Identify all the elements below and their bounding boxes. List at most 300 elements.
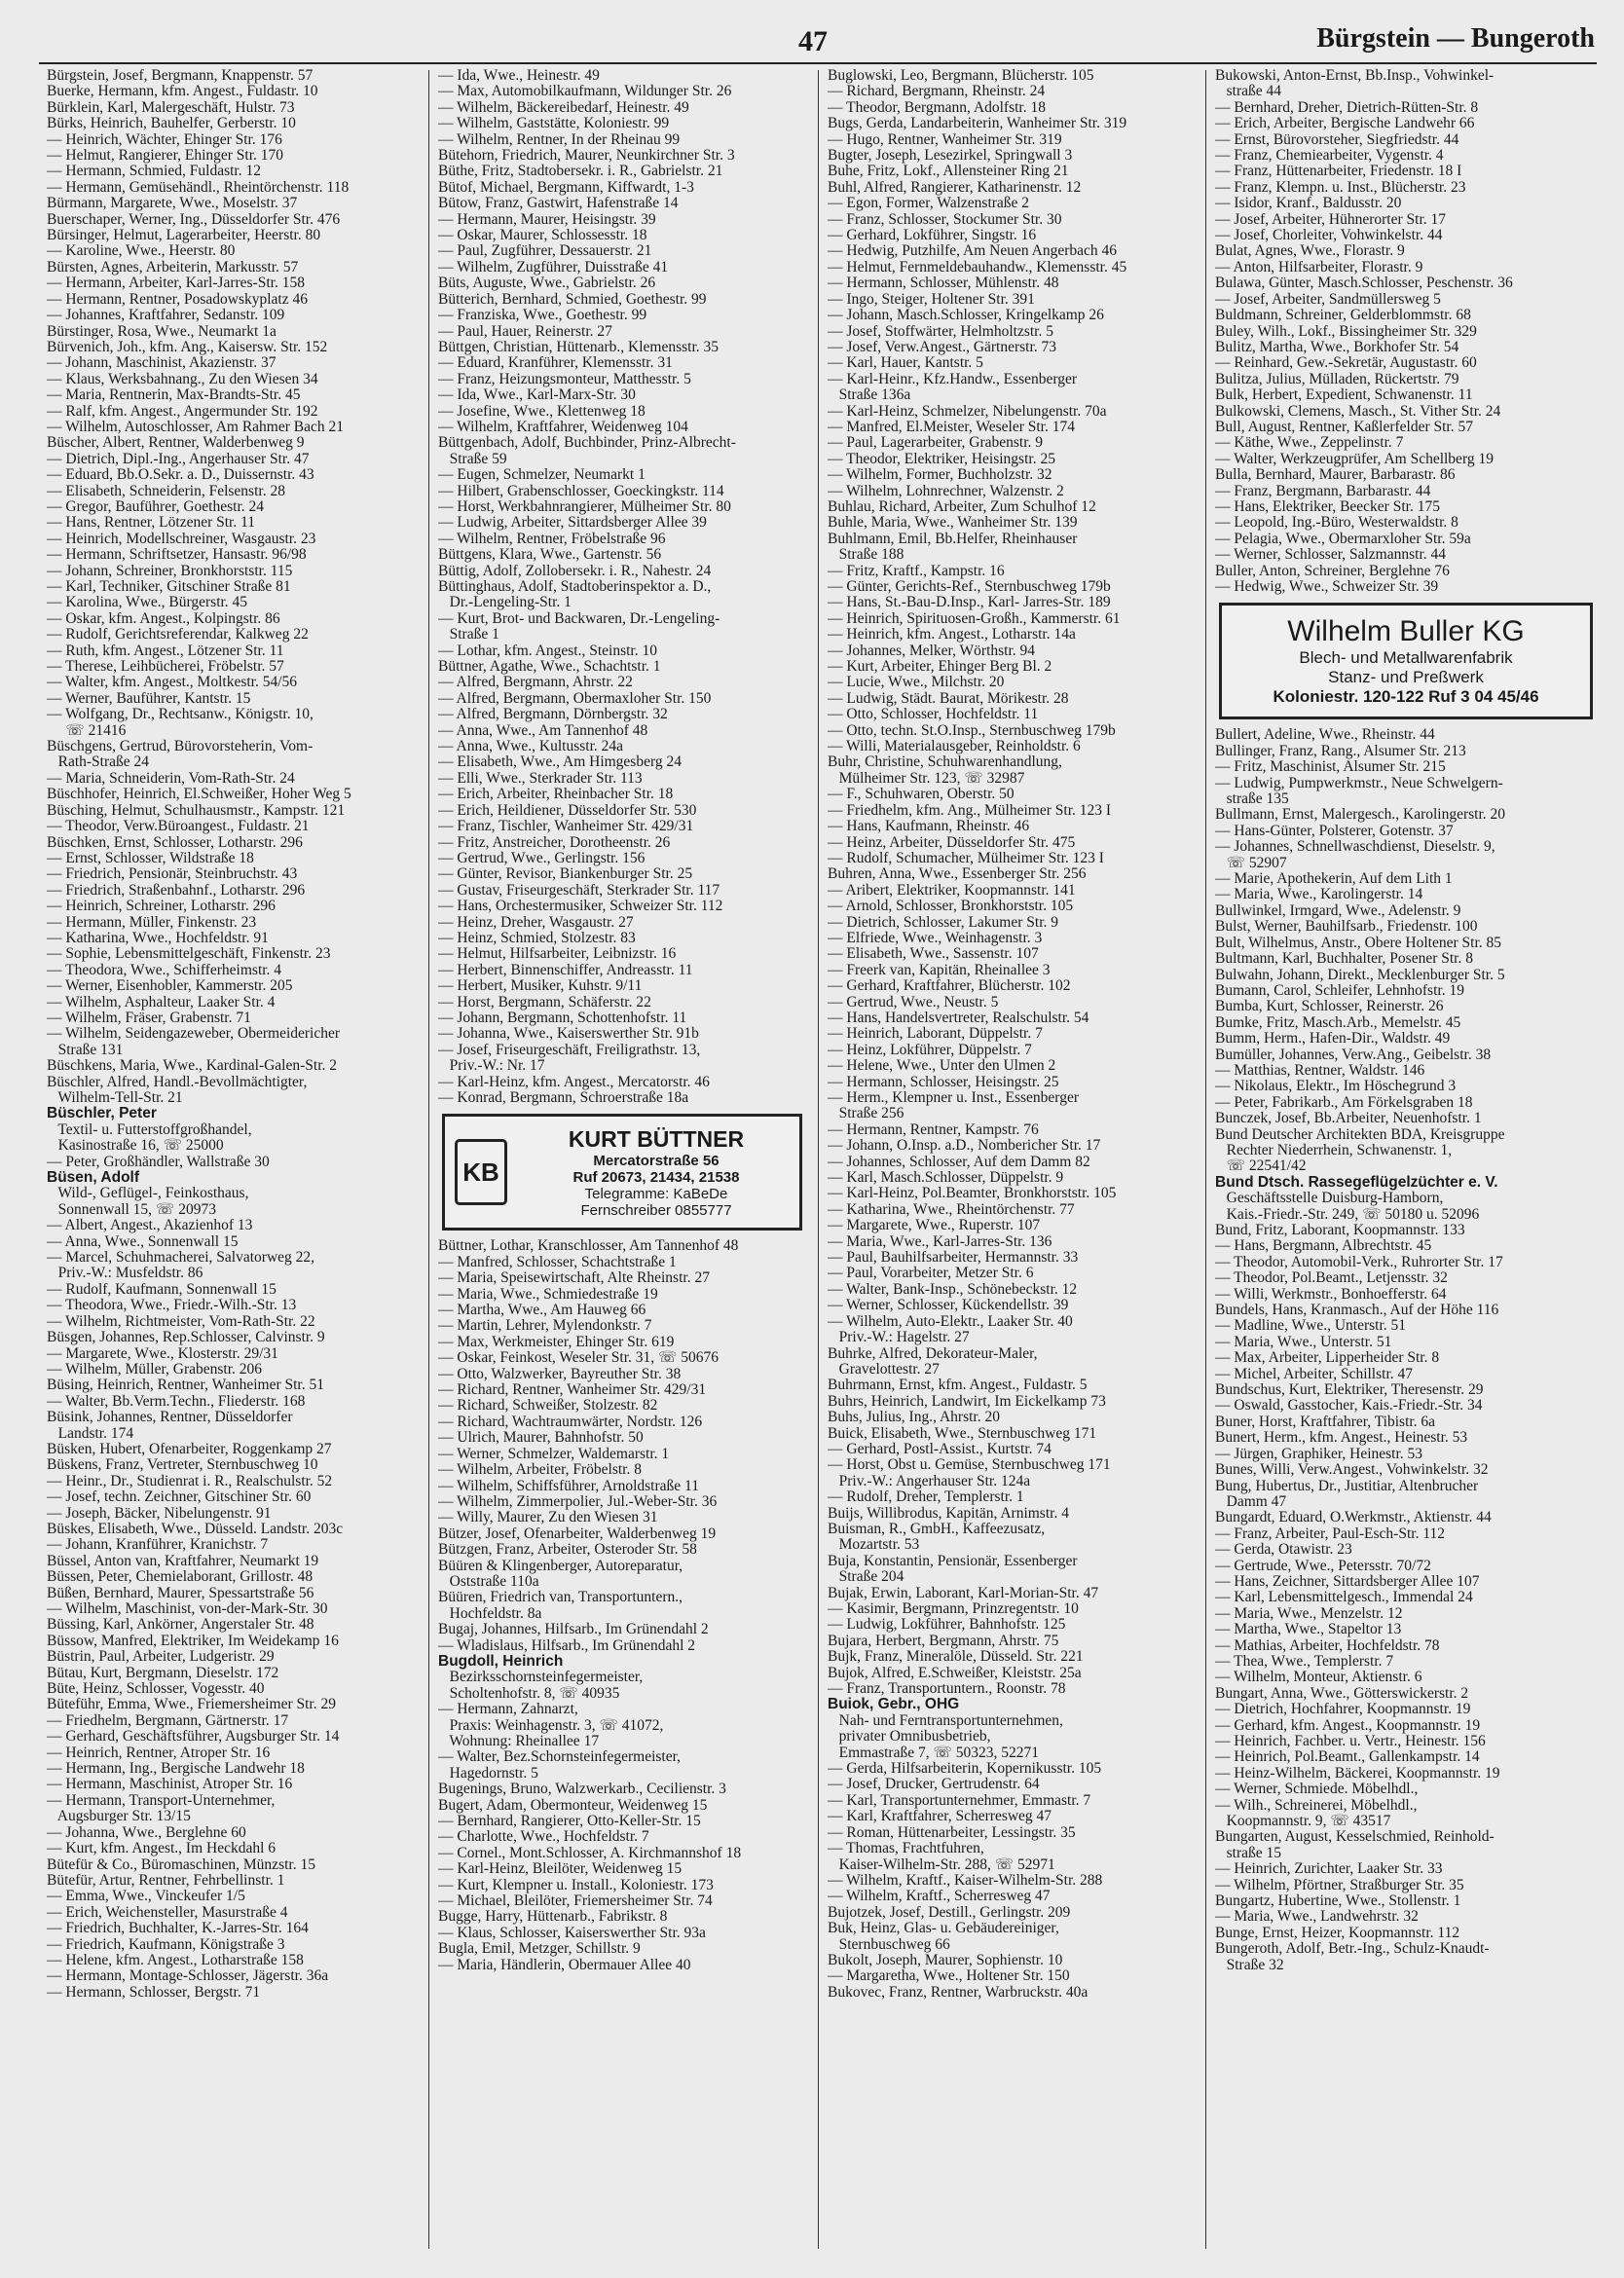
directory-entry: Bulawa, Günter, Masch.Schlosser, Peschenstr. 36	[1215, 275, 1513, 292]
directory-entry: Bürmann, Margarete, Wwe., Moselstr. 37	[47, 195, 298, 212]
directory-entry: — Hermann, Ing., Bergische Landwehr 18	[47, 1760, 305, 1778]
directory-entry: — Josef, Drucker, Gertrudenstr. 64	[828, 1776, 1040, 1793]
directory-entry: Büsgen, Johannes, Rep.Schlosser, Calvinstr. 9	[47, 1329, 325, 1346]
column-divider	[1205, 70, 1206, 2249]
directory-entry: — Walter, Bb.Verm.Techn., Fliederstr. 168	[47, 1392, 306, 1410]
directory-entry: — Herbert, Binnenschiffer, Andreasstr. 11	[438, 961, 693, 978]
directory-entry: — Gertrude, Wwe., Petersstr. 70/72	[1215, 1557, 1431, 1574]
directory-entry: — Alfred, Bergmann, Dörnbergstr. 32	[438, 706, 668, 723]
directory-entry: Büttig, Adolf, Zollobersekr. i. R., Nahestr. 24	[438, 562, 712, 579]
directory-entry: Straße 188	[828, 546, 904, 564]
directory-entry: — Thea, Wwe., Templerstr. 7	[1215, 1652, 1394, 1670]
directory-entry: — Hermann, Maschinist, Atroper Str. 16	[47, 1776, 293, 1793]
directory-entry: — Peter, Großhändler, Wallstraße 30	[47, 1153, 270, 1170]
directory-entry: — Werner, Eisenhobler, Kammerstr. 205	[47, 977, 293, 995]
column-4	[1215, 68, 1597, 2251]
directory-entry: — Wilhelm, Rentner, In der Rheinau 99	[438, 130, 681, 148]
directory-entry: — Reinhard, Gew.-Sekretär, Augustastr. 60	[1215, 354, 1477, 372]
directory-entry: — Karolina, Wwe., Bürgerstr. 45	[47, 594, 248, 611]
directory-entry: — Johann, O.Insp. a.D., Nombericher Str. 17	[828, 1137, 1101, 1155]
directory-entry: — Ulrich, Maurer, Bahnhofstr. 50	[438, 1429, 644, 1447]
directory-entry: — Max, Arbeiter, Lipperheider Str. 8	[1215, 1349, 1440, 1367]
directory-entry: Bumm, Herm., Hafen-Dir., Waldstr. 49	[1215, 1030, 1451, 1047]
directory-entry: — Hans, Bergmann, Albrechtstr. 45	[1215, 1237, 1432, 1255]
directory-entry: — Eduard, Kranführer, Klemensstr. 31	[438, 354, 673, 372]
directory-entry: — Wilhelm, Lohnrechner, Walzenstr. 2	[828, 482, 1064, 499]
directory-entry: Büstrin, Paul, Arbeiter, Ludgeristr. 29	[47, 1648, 275, 1666]
directory-entry: ☏ 21416	[47, 721, 127, 739]
directory-entry: — Leopold, Ing.-Büro, Westerwaldstr. 8	[1215, 514, 1458, 532]
directory-entry: — Otto, Walzwerker, Bayreuther Str. 38	[438, 1365, 682, 1382]
directory-entry: — Heinz, Dreher, Wasgaustr. 27	[438, 913, 634, 931]
directory-entry: — Karl-Heinz, kfm. Angest., Mercatorstr. 46	[438, 1073, 710, 1090]
directory-entry: Bujotzek, Josef, Destill., Gerlingstr. 209	[828, 1903, 1071, 1921]
directory-entry: — Lucie, Wwe., Milchstr. 20	[828, 674, 1005, 691]
directory-entry: — Kasimir, Bergmann, Prinzregentstr. 10	[828, 1600, 1079, 1617]
directory-entry: Nah- und Ferntransportunternehmen,	[828, 1711, 1063, 1729]
directory-entry: Bukolt, Joseph, Maurer, Sophienstr. 10	[828, 1951, 1063, 1968]
directory-entry: — Josef, Arbeiter, Sandmüllersweg 5	[1215, 290, 1441, 308]
directory-entry: Buller, Anton, Schreiner, Berglehne 76	[1215, 562, 1450, 579]
directory-entry: Bullmann, Ernst, Malergesch., Karolingerstr. 20	[1215, 806, 1506, 824]
directory-entry: Büssow, Manfred, Elektriker, Im Weidekamp 16	[47, 1632, 339, 1649]
directory-entry: — Heinrich, Rentner, Atroper Str. 16	[47, 1744, 271, 1761]
directory-entry: — Paul, Bauhilfsarbeiter, Hermannstr. 33	[828, 1249, 1079, 1267]
directory-entry: — Ralf, kfm. Angest., Angermunder Str. 192	[47, 402, 318, 420]
directory-entry: — Madline, Wwe., Unterstr. 51	[1215, 1317, 1407, 1335]
directory-entry: Büttner, Lothar, Kranschlosser, Am Tannenhof 48	[438, 1237, 739, 1255]
directory-entry: Bujara, Herbert, Bergmann, Ahrstr. 75	[828, 1632, 1059, 1649]
directory-entry: — Heinrich, Wächter, Ehinger Str. 176	[47, 130, 282, 148]
directory-entry: — Wilhelm, Richtmeister, Vom-Rath-Str. 22	[47, 1312, 315, 1330]
directory-entry: Büsing, Heinrich, Rentner, Wanheimer Str. 51	[47, 1377, 324, 1394]
directory-entry: — Heinz, Schmied, Stolzestr. 83	[438, 929, 636, 946]
directory-entry: — Wilhelm, Zugführer, Duisstraße 41	[438, 258, 669, 276]
directory-entry: Büttgen, Christian, Hüttenarb., Klemensstr. 35	[438, 338, 720, 355]
directory-entry: Wohnung: Rheinallee 17	[438, 1733, 600, 1749]
directory-entry: — Margaretha, Wwe., Holtener Str. 150	[828, 1967, 1070, 1985]
directory-entry: — Hans-Günter, Polsterer, Gotenstr. 37	[1215, 822, 1454, 839]
directory-entry: — Hermann, Arbeiter, Karl-Jarres-Str. 158	[47, 275, 305, 292]
directory-entry: Hagedornstr. 5	[438, 1764, 538, 1782]
advert-name: Wilhelm Buller KG	[1287, 615, 1525, 648]
directory-entry: Dr.-Lengeling-Str. 1	[438, 594, 572, 611]
directory-entry: Büsen, Adolf	[47, 1169, 140, 1187]
directory-entry: — Rudolf, Kaufmann, Sonnenwall 15	[47, 1280, 277, 1298]
directory-entry: — Maria, Speisewirtschaft, Alte Rheinstr. 27	[438, 1269, 710, 1287]
directory-entry: Buhl, Alfred, Rangierer, Katharinenstr. 12	[828, 178, 1082, 196]
directory-entry: — Karl-Heinz, Pol.Beamter, Bronkhorststr. 105	[828, 1185, 1117, 1202]
directory-entry: — Johannes, Kraftfahrer, Sedanstr. 109	[47, 307, 285, 324]
directory-entry: — Oskar, Feinkost, Weseler Str. 31, ☏ 50676	[438, 1349, 720, 1367]
directory-entry: — Johannes, Schnellwaschdienst, Dieselstr. 9,	[1215, 838, 1495, 856]
directory-entry: — Isidor, Kranf., Baldusstr. 20	[1215, 195, 1402, 212]
directory-entry: — Hermann, Schlosser, Heisingstr. 25	[828, 1073, 1059, 1090]
directory-entry: Büssing, Karl, Ankörner, Angerstaler Str. 48	[47, 1616, 314, 1634]
directory-entry: Bulitz, Martha, Wwe., Borkhofer Str. 54	[1215, 338, 1459, 355]
directory-entry: Sonnenwall 15, ☏ 20973	[47, 1200, 216, 1218]
directory-entry: — Helmut, Hilfsarbeiter, Leibnizstr. 16	[438, 945, 677, 963]
directory-entry: — Fritz, Maschinist, Alsumer Str. 215	[1215, 758, 1446, 776]
directory-entry: — Karl, Lebensmittelgesch., Immendal 24	[1215, 1589, 1473, 1606]
directory-entry: — Karoline, Wwe., Heerstr. 80	[47, 242, 236, 260]
directory-entry: — Jürgen, Graphiker, Heinestr. 53	[1215, 1445, 1423, 1462]
directory-entry: Bunert, Herm., kfm. Angest., Heinestr. 53	[1215, 1429, 1468, 1447]
column-4-bottom	[1215, 727, 1597, 1973]
directory-entry: Büttinghaus, Adolf, Stadtoberinspektor a. D.,	[438, 578, 712, 595]
directory-entry: — Heinrich, Zurichter, Laaker Str. 33	[1215, 1860, 1443, 1878]
directory-entry: — Hans, Handelsvertreter, Realschulstr. 54	[828, 1009, 1089, 1026]
directory-entry: Rechter Niederrhein, Schwanenstr. 1,	[1215, 1141, 1453, 1158]
directory-entry: — Eduard, Bb.O.Sekr. a. D., Duissernstr. 43	[47, 466, 314, 484]
directory-entry: — Oskar, Maurer, Schlossesstr. 18	[438, 227, 647, 244]
directory-entry: — Franz, Transportuntern., Roonstr. 78	[828, 1680, 1066, 1698]
directory-entry: Büts, Auguste, Wwe., Gabrielstr. 26	[438, 275, 656, 292]
directory-entry: — Kurt, Arbeiter, Ehinger Berg Bl. 2	[828, 658, 1052, 676]
directory-entry: Buijs, Willibrodus, Kapitän, Arnimstr. 4	[828, 1504, 1069, 1522]
directory-entry: — Maria, Wwe., Karolingerstr. 14	[1215, 886, 1423, 903]
directory-entry: Bujk, Franz, Mineralöle, Düsseld. Str. 221	[828, 1648, 1084, 1666]
directory-entry: Kaiser-Wilhelm-Str. 288, ☏ 52971	[828, 1855, 1055, 1873]
directory-entry: — Margarete, Wwe., Ruperstr. 107	[828, 1217, 1041, 1234]
directory-entry: — Ernst, Bürovorsteher, Siegfriedstr. 44	[1215, 130, 1459, 148]
directory-entry: — Lothar, kfm. Angest., Steinstr. 10	[438, 642, 657, 659]
directory-entry: Bulla, Bernhard, Maurer, Barbarastr. 86	[1215, 466, 1456, 484]
directory-entry: — Maria, Händlerin, Obermauer Allee 40	[438, 1956, 691, 1973]
directory-entry: Bürsinger, Helmut, Lagerarbeiter, Heerstr. 80	[47, 227, 321, 244]
directory-entry: Mozartstr. 53	[828, 1536, 920, 1554]
directory-entry: Büüren & Klingenberger, Autoreparatur,	[438, 1557, 683, 1574]
directory-entry: Buglowski, Leo, Bergmann, Blücherstr. 105	[828, 68, 1094, 84]
directory-entry: — Josefine, Wwe., Klettenweg 18	[438, 402, 646, 420]
directory-entry: — Wilhelm, Kraftf., Scherresweg 47	[828, 1888, 1051, 1905]
directory-entry: — Wilhelm, Monteur, Aktienstr. 6	[1215, 1669, 1422, 1686]
advert-telegram: Telegramme: KaBeDe	[584, 1185, 728, 1202]
directory-entry: — Fritz, Anstreicher, Dorotheenstr. 26	[438, 833, 671, 851]
directory-entry: Hochfeldstr. 8a	[438, 1604, 542, 1622]
directory-entry: — Heinrich, Pol.Beamt., Gallenkampstr. 14	[1215, 1748, 1480, 1766]
directory-entry: Bugter, Joseph, Lesezirkel, Springwall 3	[828, 147, 1073, 165]
directory-entry: — Werner, Schmiede. Möbelhdl.,	[1215, 1781, 1419, 1798]
directory-entry: Büskes, Elisabeth, Wwe., Düsseld. Landstr. 203c	[47, 1520, 344, 1537]
header-rule	[39, 62, 1597, 64]
directory-entry: Bungardt, Eduard, O.Werkmstr., Aktienstr. 44	[1215, 1509, 1492, 1526]
directory-entry: — Ludwig, Lokführer, Bahnhofstr. 125	[828, 1616, 1066, 1634]
column-2	[438, 68, 806, 2251]
directory-entry: Buerschaper, Werner, Ing., Düsseldorfer Str. 476	[47, 210, 341, 228]
directory-entry: Büschgens, Gertrud, Bürovorsteherin, Vom-	[47, 738, 314, 755]
directory-entry: — Alfred, Bergmann, Obermaxloher Str. 150	[438, 689, 712, 707]
directory-entry: — Otto, techn. St.O.Insp., Sternbuschweg 179b	[828, 721, 1116, 739]
directory-entry: — Albert, Angest., Akazienhof 13	[47, 1217, 253, 1234]
directory-entry: — Hermann, Schlosser, Mühlenstr. 48	[828, 275, 1059, 292]
directory-entry: — Eugen, Schmelzer, Neumarkt 1	[438, 466, 646, 484]
directory-entry: Büschhofer, Heinrich, El.Schweißer, Hoher Weg 5	[47, 786, 351, 803]
directory-entry: — Karl, Transportunternehmer, Emmastr. 7	[828, 1791, 1091, 1809]
directory-entry: — Wilhelm, Auto-Elektr., Laaker Str. 40	[828, 1312, 1073, 1330]
directory-entry: — Erich, Arbeiter, Bergische Landwehr 66	[1215, 115, 1475, 132]
directory-entry: — Johann, Masch.Schlosser, Kringelkamp 26	[828, 307, 1104, 324]
directory-entry: Sternbuschweg 66	[828, 1935, 950, 1953]
directory-entry: Buhe, Fritz, Lokf., Allensteiner Ring 21	[828, 163, 1069, 180]
directory-entry: — Josef, Verw.Angest., Gärtnerstr. 73	[828, 338, 1057, 355]
directory-entry: — Helene, Wwe., Unter den Ulmen 2	[828, 1057, 1056, 1075]
directory-entry: Bulat, Agnes, Wwe., Florastr. 9	[1215, 242, 1405, 260]
directory-entry: Büskens, Franz, Vertreter, Sternbuschweg 10	[47, 1456, 318, 1474]
directory-entry: — Kurt, Klempner u. Install., Koloniestr. 173	[438, 1876, 714, 1893]
directory-entry: Buley, Wilh., Lokf., Bissingheimer Str. 329	[1215, 322, 1477, 340]
directory-entry: Bugge, Harry, Hüttenarb., Fabrikstr. 8	[438, 1908, 668, 1926]
directory-entry: — Wilhelm, Gaststätte, Koloniestr. 99	[438, 115, 670, 132]
directory-entry: Buhrs, Heinrich, Landwirt, Im Eickelkamp 73	[828, 1392, 1106, 1410]
directory-entry: — Egon, Former, Walzenstraße 2	[828, 195, 1030, 212]
directory-entry: privater Omnibusbetrieb,	[828, 1728, 991, 1745]
directory-entry: — Erich, Weichensteller, Masurstraße 4	[47, 1903, 288, 1921]
directory-entry: Buner, Horst, Kraftfahrer, Tibistr. 6a	[1215, 1413, 1436, 1430]
directory-entry: — Marie, Apothekerin, Auf dem Lith 1	[1215, 870, 1453, 888]
directory-entry: — Heinrich, Laborant, Düppelstr. 7	[828, 1025, 1043, 1043]
directory-entry: Bujok, Alfred, E.Schweißer, Kleiststr. 25a	[828, 1664, 1082, 1681]
directory-entry: Bullert, Adeline, Wwe., Rheinstr. 44	[1215, 726, 1435, 744]
directory-entry: — Johannes, Schlosser, Auf dem Damm 82	[828, 1153, 1090, 1170]
directory-entry: Bumba, Kurt, Schlosser, Reinerstr. 26	[1215, 998, 1444, 1015]
directory-entry: — Alfred, Bergmann, Ahrstr. 22	[438, 674, 633, 691]
advert-street: Mercatorstraße 56	[593, 1152, 720, 1169]
directory-entry: — Rudolf, Schumacher, Mülheimer Str. 123 I	[828, 849, 1104, 866]
directory-entry: — Franz, Hüttenarbeiter, Friedenstr. 18 I	[1215, 163, 1462, 180]
directory-entry: — Franz, Schlosser, Stockumer Str. 30	[828, 210, 1062, 228]
directory-entry: — Karl, Masch.Schlosser, Düppelstr. 9	[828, 1169, 1064, 1187]
directory-entry: — Werner, Schmelzer, Waldemarstr. 1	[438, 1445, 670, 1462]
directory-entry: — Ingo, Steiger, Holtener Str. 391	[828, 290, 1035, 308]
directory-entry: Buhlmann, Emil, Bb.Helfer, Rheinhauser	[828, 530, 1078, 547]
directory-entry: Bumann, Carol, Schleifer, Lehnhofstr. 19	[1215, 981, 1464, 999]
directory-entry: — Fritz, Kraftf., Kampstr. 16	[828, 562, 1005, 579]
directory-entry: straße 15	[1215, 1844, 1282, 1861]
directory-entry: — Walter, Bank-Insp., Schönebeckstr. 12	[828, 1280, 1078, 1298]
directory-entry: Bullwinkel, Irmgard, Wwe., Adelenstr. 9	[1215, 901, 1461, 919]
directory-entry: Straße 136a	[828, 386, 911, 404]
directory-entry: — Franz, Bergmann, Barbarastr. 44	[1215, 482, 1431, 499]
directory-entry: Textil- u. Futterstoffgroßhandel,	[47, 1121, 252, 1138]
directory-entry: Bukovec, Franz, Rentner, Warbruckstr. 40a	[828, 1983, 1089, 2001]
advert-address: Koloniestr. 120-122 Ruf 3 04 45/46	[1273, 687, 1539, 707]
directory-entry: Bütterich, Bernhard, Schmied, Goethestr. 99	[438, 290, 707, 308]
directory-entry: — Heinrich, kfm. Angest., Lotharstr. 14a	[828, 626, 1076, 643]
directory-entry: — Hermann, Schlosser, Bergstr. 71	[47, 1983, 261, 2001]
directory-entry: — Erich, Arbeiter, Rheinbacher Str. 18	[438, 786, 674, 803]
directory-entry: — Karl, Hauer, Kantstr. 5	[828, 354, 983, 372]
directory-entry: — Theodor, Bergmann, Adolfstr. 18	[828, 98, 1046, 116]
directory-entry: — Josef, Chorleiter, Vohwinkelstr. 44	[1215, 227, 1443, 244]
directory-entry: — Martha, Wwe., Am Hauweg 66	[438, 1302, 646, 1319]
directory-entry: — F., Schuhwaren, Oberstr. 50	[828, 786, 1015, 803]
directory-entry: — Michel, Arbeiter, Schillstr. 47	[1215, 1365, 1414, 1382]
directory-entry: Bürgstein, Josef, Bergmann, Knappenstr. 57	[47, 68, 314, 84]
directory-entry: — Heinrich, Schreiner, Lotharstr. 296	[47, 898, 276, 915]
directory-entry: — Anton, Hilfsarbeiter, Florastr. 9	[1215, 258, 1423, 276]
directory-entry: Bugenings, Bruno, Walzwerkarb., Cecilienstr. 3	[438, 1781, 726, 1798]
directory-entry: — Theodor, Pol.Beamt., Letjensstr. 32	[1215, 1269, 1448, 1287]
directory-entry: — Hermann, Gemüsehändl., Rheintörchenstr. 118	[47, 178, 350, 196]
directory-entry: — Hugo, Rentner, Wanheimer Str. 319	[828, 130, 1062, 148]
directory-entry: Geschäftsstelle Duisburg-Hamborn,	[1215, 1190, 1444, 1207]
directory-entry: — Günter, Revisor, Biankenburger Str. 25	[438, 865, 693, 883]
directory-entry: ☏ 52907	[1215, 854, 1287, 871]
directory-entry: Buick, Elisabeth, Wwe., Sternbuschweg 171	[828, 1424, 1097, 1442]
directory-entry: — Michael, Bleilöter, Friemersheimer Str. 74	[438, 1892, 713, 1910]
directory-entry: Bungartz, Hubertine, Wwe., Stollenstr. 1	[1215, 1892, 1461, 1910]
column-1	[47, 68, 415, 2251]
directory-entry: — Manfred, El.Meister, Weseler Str. 174	[828, 418, 1075, 435]
directory-entry: Büschken, Ernst, Schlosser, Lotharstr. 296	[47, 833, 303, 851]
directory-entry: Bugs, Gerda, Landarbeiterin, Wanheimer Str. 319	[828, 115, 1127, 132]
page-number: 47	[798, 25, 828, 57]
directory-entry: Bugaj, Johannes, Hilfsarb., Im Grünendahl 2	[438, 1621, 709, 1638]
directory-entry: — Marcel, Schuhmacherei, Salvatorweg 22,	[47, 1249, 315, 1267]
directory-entry: — Horst, Werkbahnrangierer, Mülheimer Str. 80	[438, 497, 731, 515]
directory-entry: — Friedhelm, Bergmann, Gärtnerstr. 17	[47, 1711, 289, 1729]
directory-entry: Büschler, Alfred, Handl.-Bevollmächtigter,	[47, 1073, 308, 1090]
directory-entry: Büteführ, Emma, Wwe., Friemersheimer Str. 29	[47, 1696, 336, 1713]
directory-entry: — Hilbert, Grabenschlosser, Goeckingkstr. 114	[438, 482, 724, 499]
directory-entry: Straße 1	[438, 626, 499, 643]
directory-entry: — Mathias, Arbeiter, Hochfeldstr. 78	[1215, 1636, 1440, 1654]
directory-entry: Koopmannstr. 9, ☏ 43517	[1215, 1813, 1391, 1830]
directory-entry: Mülheimer Str. 123, ☏ 32987	[828, 769, 1025, 787]
directory-entry: — Horst, Obst u. Gemüse, Sternbuschweg 171	[828, 1456, 1111, 1474]
directory-entry: — Josef, Stoffwärter, Helmholtzstr. 5	[828, 322, 1053, 340]
directory-entry: — Hedwig, Wwe., Schweizer Str. 39	[1215, 578, 1439, 595]
directory-entry: — Willi, Werkmstr., Bonhoefferstr. 64	[1215, 1285, 1447, 1303]
directory-entry: — Wilhelm, Arbeiter, Fröbelstr. 8	[438, 1461, 642, 1479]
directory-entry: — Ludwig, Arbeiter, Sittardsberger Allee 39	[438, 514, 707, 532]
directory-entry: Buhrke, Alfred, Dekorateur-Maler,	[828, 1344, 1038, 1362]
directory-entry: Bungart, Anna, Wwe., Götterswickerstr. 2	[1215, 1684, 1469, 1702]
directory-entry: — Therese, Leihbücherei, Fröbelstr. 57	[47, 658, 284, 676]
directory-entry: — Gertrud, Wwe., Gerlingstr. 156	[438, 849, 646, 866]
directory-entry: Bumke, Fritz, Masch.Arb., Memelstr. 45	[1215, 1013, 1461, 1031]
directory-entry: Rath-Straße 24	[47, 753, 150, 771]
directory-entry: straße 135	[1215, 790, 1289, 808]
directory-entry: — Willy, Maurer, Zu den Wiesen 31	[438, 1509, 658, 1526]
directory-entry: Wild-, Geflügel-, Feinkosthaus,	[47, 1185, 249, 1202]
directory-entry: Straße 32	[1215, 1956, 1284, 1973]
directory-entry: — Theodora, Wwe., Schifferheimstr. 4	[47, 961, 282, 978]
directory-entry: Bütefür & Co., Büromaschinen, Münzstr. 15	[47, 1855, 315, 1873]
directory-entry: — Pelagia, Wwe., Obermarxloher Str. 59a	[1215, 530, 1471, 547]
directory-entry: — Heinz, Arbeiter, Düsseldorfer Str. 475	[828, 833, 1076, 851]
directory-entry: Bulkowski, Clemens, Masch., St. Vither Str. 24	[1215, 402, 1501, 420]
directory-entry: — Otto, Schlosser, Hochfeldstr. 11	[828, 706, 1039, 723]
directory-entry: — Richard, Rentner, Wanheimer Str. 429/31	[438, 1381, 707, 1399]
directory-entry: — Rudolf, Gerichtsreferendar, Kalkweg 22	[47, 626, 309, 643]
directory-entry: Straße 131	[47, 1041, 124, 1058]
directory-entry: Bull, August, Rentner, Kaßlerfelder Str. 57	[1215, 418, 1473, 435]
directory-entry: — Richard, Bergmann, Rheinstr. 24	[828, 83, 1046, 100]
directory-entry: — Gertrud, Wwe., Neustr. 5	[828, 993, 999, 1010]
directory-entry: ☏ 22541/42	[1215, 1157, 1307, 1175]
directory-entry: Büttgens, Klara, Wwe., Gartenstr. 56	[438, 546, 662, 564]
directory-entry: — Aribert, Elektriker, Koopmannstr. 141	[828, 881, 1076, 899]
directory-entry: Büssen, Peter, Chemielaborant, Grillostr. 48	[47, 1568, 314, 1586]
directory-entry: Bürsten, Agnes, Arbeiterin, Markusstr. 57	[47, 258, 299, 276]
directory-entry: — Wilhelm, Former, Buchholzstr. 32	[828, 466, 1052, 484]
directory-entry: Büschkens, Maria, Wwe., Kardinal-Galen-Str. 2	[47, 1057, 338, 1075]
directory-entry: — Wilhelm, Maschinist, von-der-Mark-Str. 30	[47, 1600, 328, 1617]
directory-entry: — Dietrich, Dipl.-Ing., Angerhauser Str. 47	[47, 450, 310, 467]
directory-entry: Kasinostraße 16, ☏ 25000	[47, 1137, 224, 1155]
directory-entry: Buhle, Maria, Wwe., Wanheimer Str. 139	[828, 514, 1078, 532]
directory-entry: — Hans, Orchestermusiker, Schweizer Str. 112	[438, 898, 723, 915]
directory-entry: straße 44	[1215, 83, 1282, 100]
directory-entry: Bulitza, Julius, Mülladen, Rückertstr. 79	[1215, 370, 1459, 387]
directory-entry: — Gerhard, Geschäftsführer, Augsburger Str. 14	[47, 1728, 340, 1745]
directory-entry: — Wilhelm, Pförtner, Straßburger Str. 35	[1215, 1876, 1464, 1893]
column-divider	[428, 70, 429, 2249]
directory-entry: — Katharina, Wwe., Rheintörchenstr. 77	[828, 1200, 1075, 1218]
directory-entry: — Helmut, Rangierer, Ehinger Str. 170	[47, 147, 284, 165]
directory-entry: — Konrad, Bergmann, Schroerstraße 18a	[438, 1089, 689, 1106]
directory-entry: Bürstinger, Rosa, Wwe., Neumarkt 1a	[47, 322, 277, 340]
column-divider	[818, 70, 819, 2249]
directory-entry: Bütehorn, Friedrich, Maurer, Neunkirchner Str. 3	[438, 147, 735, 165]
directory-entry: — Hans, St.-Bau-D.Insp., Karl- Jarres-Str. 189	[828, 594, 1111, 611]
directory-entry: — Helmut, Fernmeldebauhandw., Klemensstr. 45	[828, 258, 1127, 276]
directory-entry: — Arnold, Schlosser, Bronkhorststr. 105	[828, 898, 1074, 915]
directory-entry: Buja, Konstantin, Pensionär, Essenberger	[828, 1552, 1078, 1569]
directory-entry: Bugert, Adam, Obermonteur, Weidenweg 15	[438, 1796, 708, 1814]
directory-entry: — Hans, Kaufmann, Rheinstr. 46	[828, 818, 1030, 835]
directory-entry: — Maria, Wwe., Menzelstr. 12	[1215, 1604, 1403, 1622]
directory-entry: — Katharina, Wwe., Hochfeldstr. 91	[47, 929, 269, 946]
directory-entry: Buhrmann, Ernst, kfm. Angest., Fuldastr. 5	[828, 1377, 1088, 1394]
directory-entry: — Sophie, Lebensmittelgeschäft, Finkenstr. 23	[47, 945, 331, 963]
directory-entry: — Richard, Wachtraumwärter, Nordstr. 126	[438, 1413, 703, 1430]
directory-entry: — Maria, Wwe., Landwehrstr. 32	[1215, 1908, 1419, 1926]
directory-entry: — Käthe, Wwe., Zeppelinstr. 7	[1215, 434, 1404, 452]
directory-entry: — Hermann, Schmied, Fuldastr. 12	[47, 163, 261, 180]
directory-entry: — Wilhelm, Zimmerpolier, Jul.-Weber-Str. 36	[438, 1492, 718, 1510]
directory-entry: Gravelottestr. 27	[828, 1360, 940, 1378]
directory-entry: — Manfred, Schlosser, Schachtstraße 1	[438, 1253, 677, 1270]
directory-entry: — Johanna, Wwe., Berglehne 60	[47, 1823, 246, 1841]
directory-entry: Buhs, Julius, Ing., Ahrstr. 20	[828, 1409, 1000, 1426]
directory-entry: — Bernhard, Rangierer, Otto-Keller-Str. 15	[438, 1813, 701, 1830]
directory-entry: Bütow, Franz, Gastwirt, Hafenstraße 14	[438, 195, 679, 212]
directory-entry: — Ludwig, Städt. Baurat, Mörikestr. 28	[828, 689, 1069, 707]
directory-entry: — Paul, Hauer, Reinerstr. 27	[438, 322, 612, 340]
directory-entry: — Ida, Wwe., Heinestr. 49	[438, 68, 600, 84]
directory-entry: Büttgenbach, Adolf, Buchbinder, Prinz-Albrecht-	[438, 434, 736, 452]
directory-entry: — Wolfgang, Dr., Rechtsanw., Königstr. 10,	[47, 706, 314, 723]
directory-entry: Buk, Heinz, Glas- u. Gebäudereiniger,	[828, 1920, 1059, 1937]
directory-entry: Bulwahn, Johann, Direkt., Mecklenburger Str. 5	[1215, 966, 1505, 983]
kb-logo-icon: KB	[455, 1139, 507, 1205]
advert-name: KURT BÜTTNER	[568, 1125, 745, 1152]
directory-entry: — Friedrich, Buchhalter, K.-Jarres-Str. 164	[47, 1920, 309, 1937]
directory-entry: Büsink, Johannes, Rentner, Düsseldorfer	[47, 1409, 293, 1426]
directory-entry: Bukowski, Anton-Ernst, Bb.Insp., Vohwinkel-	[1215, 68, 1495, 84]
directory-entry: Emmastraße 7, ☏ 50323, 52271	[828, 1744, 1039, 1761]
directory-entry: Damm 47	[1215, 1492, 1287, 1510]
directory-entry: — Hermann, Rentner, Posadowskyplatz 46	[47, 290, 308, 308]
directory-entry: Büüren, Friedrich van, Transportuntern.,	[438, 1589, 683, 1606]
directory-entry: Bungarten, August, Kesselschmied, Reinhold-	[1215, 1828, 1495, 1846]
directory-entry: — Walter, kfm. Angest., Moltkestr. 54/56	[47, 674, 298, 691]
directory-entry: — Josef, techn. Zeichner, Gitschiner Str. 60	[47, 1488, 312, 1506]
advert-kurt-buettner	[442, 1114, 802, 1231]
